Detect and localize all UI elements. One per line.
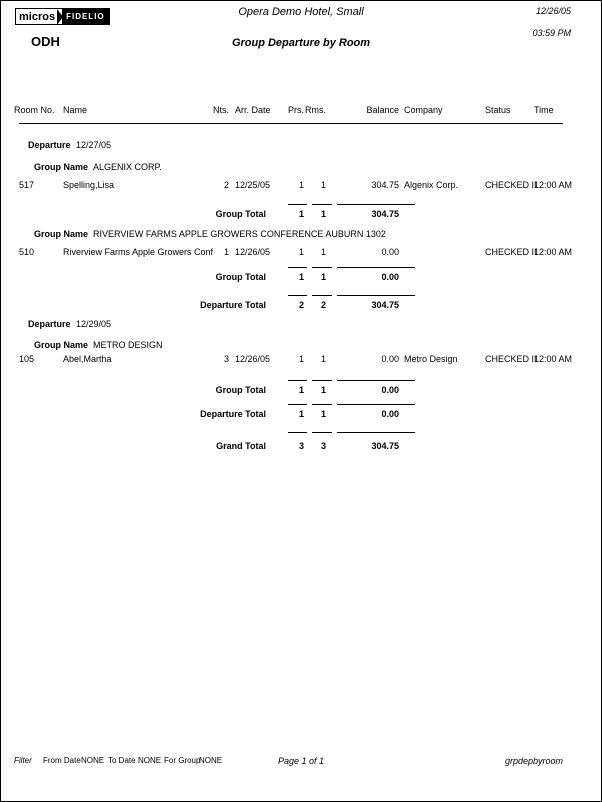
group-header xyxy=(1,340,601,352)
property-code: ODH xyxy=(31,34,60,49)
total-prs: 1 xyxy=(298,385,304,395)
col-prs: Prs. xyxy=(287,105,304,115)
total-prs: 2 xyxy=(298,300,304,310)
total-rule xyxy=(312,204,332,205)
for-group-value: NONE xyxy=(199,756,223,765)
cell-nts: 2 xyxy=(223,180,229,190)
filter-label: Filter xyxy=(14,756,32,765)
cell-room-no: 105 xyxy=(19,354,35,364)
cell-time: 12:00 AM xyxy=(534,180,573,190)
departure-label: Departure xyxy=(28,140,71,150)
cell-nts: 3 xyxy=(223,354,229,364)
total-balance: 304.75 xyxy=(371,209,399,219)
total-rms: 1 xyxy=(320,385,326,395)
header-divider xyxy=(19,123,563,124)
group-name-value: ALGENIX CORP. xyxy=(93,162,162,172)
cell-room-no: 517 xyxy=(19,180,35,190)
cell-status: CHECKED II xyxy=(485,354,537,364)
total-rule xyxy=(288,404,307,405)
cell-time: 12:00 AM xyxy=(534,247,573,257)
cell-company: Algenix Corp. xyxy=(404,180,459,190)
total-rms: 3 xyxy=(320,441,326,451)
to-date-value: NONE xyxy=(138,756,162,765)
total-rms: 1 xyxy=(320,209,326,219)
total-rule xyxy=(288,432,307,433)
cell-time: 12:00 AM xyxy=(534,354,573,364)
logo-fidelio-text: FIDELIO xyxy=(62,9,109,24)
cell-prs: 1 xyxy=(298,247,304,257)
group-name-label: Group Name xyxy=(34,340,89,350)
departure-total-label: Departure Total xyxy=(200,300,266,310)
total-rule xyxy=(312,267,332,268)
total-rule xyxy=(337,267,415,268)
cell-guest-name: Spelling,Lisa xyxy=(63,180,115,190)
total-prs: 1 xyxy=(298,409,304,419)
group-header xyxy=(1,162,601,174)
hotel-name: Opera Demo Hotel, Small xyxy=(238,6,364,18)
departure-total-label: Departure Total xyxy=(200,409,266,419)
cell-balance: 0.00 xyxy=(381,354,399,364)
total-rule xyxy=(337,380,415,381)
col-nts: Nts. xyxy=(212,105,229,115)
for-group-label: For Group xyxy=(164,756,201,765)
total-prs: 3 xyxy=(298,441,304,451)
total-balance: 304.75 xyxy=(371,300,399,310)
total-balance: 0.00 xyxy=(381,385,399,395)
table-row xyxy=(1,247,601,259)
group-name-label: Group Name xyxy=(34,229,89,239)
cell-balance: 304.75 xyxy=(371,180,399,190)
group-total-row xyxy=(1,385,601,397)
col-room-no: Room No. xyxy=(14,105,55,115)
group-total-row xyxy=(1,209,601,221)
total-rule xyxy=(288,380,307,381)
group-total-row xyxy=(1,272,601,284)
cell-room-no: 510 xyxy=(19,247,35,257)
from-date-label: From Date xyxy=(43,756,81,765)
departure-date: 12/27/05 xyxy=(76,140,112,150)
report-title: Group Departure by Room xyxy=(231,37,371,49)
cell-rms: 1 xyxy=(320,247,326,257)
cell-arr-date: 12/26/05 xyxy=(235,247,271,257)
grand-total-row xyxy=(1,441,601,453)
total-rule xyxy=(337,295,415,296)
col-arr-date: Arr. Date xyxy=(235,105,271,115)
from-date-value: NONE xyxy=(81,756,105,765)
total-rule xyxy=(312,432,332,433)
cell-status: CHECKED II xyxy=(485,180,537,190)
cell-status: CHECKED II xyxy=(485,247,537,257)
cell-balance: 0.00 xyxy=(381,247,399,257)
group-header xyxy=(1,229,601,241)
total-rule xyxy=(312,380,332,381)
page-indicator: Page 1 of 1 xyxy=(277,756,325,766)
group-total-label: Group Total xyxy=(215,209,266,219)
grand-total-label: Grand Total xyxy=(216,441,266,451)
col-status: Status xyxy=(485,105,511,115)
logo-micros-text: micros xyxy=(16,9,56,24)
total-rule xyxy=(337,204,415,205)
column-header-row xyxy=(1,105,601,117)
col-rms: Rms. xyxy=(305,105,326,115)
to-date-label: To Date xyxy=(108,756,136,765)
col-company: Company xyxy=(404,105,443,115)
cell-rms: 1 xyxy=(320,354,326,364)
col-time: Time xyxy=(534,105,554,115)
total-rule xyxy=(288,204,307,205)
group-name-value: METRO DESIGN xyxy=(93,340,163,350)
total-rule xyxy=(337,404,415,405)
group-name-label: Group Name xyxy=(34,162,89,172)
col-name: Name xyxy=(63,105,88,115)
table-row xyxy=(1,354,601,366)
departure-total-row xyxy=(1,409,601,421)
report-code: grpdepbyroom xyxy=(504,756,563,766)
cell-nts: 1 xyxy=(223,247,229,257)
departure-header xyxy=(1,319,601,331)
cell-guest-name: Abel,Martha xyxy=(63,354,112,364)
cell-prs: 1 xyxy=(298,354,304,364)
total-rms: 2 xyxy=(320,300,326,310)
report-time: 03:59 PM xyxy=(532,28,571,38)
cell-rms: 1 xyxy=(320,180,326,190)
group-total-label: Group Total xyxy=(215,385,266,395)
departure-header xyxy=(1,140,601,152)
cell-prs: 1 xyxy=(298,180,304,190)
total-rule xyxy=(312,404,332,405)
cell-arr-date: 12/26/05 xyxy=(235,354,271,364)
total-balance: 0.00 xyxy=(381,409,399,419)
cell-company: Metro Design xyxy=(404,354,458,364)
departure-date: 12/29/05 xyxy=(76,319,112,329)
col-balance: Balance xyxy=(366,105,399,115)
report-date: 12/26/05 xyxy=(535,6,571,16)
total-rule xyxy=(312,295,332,296)
total-balance: 0.00 xyxy=(381,272,399,282)
total-rule xyxy=(288,267,307,268)
departure-label: Departure xyxy=(28,319,71,329)
total-rule xyxy=(288,295,307,296)
table-row xyxy=(1,180,601,192)
total-prs: 1 xyxy=(298,209,304,219)
total-rms: 1 xyxy=(320,272,326,282)
total-balance: 304.75 xyxy=(371,441,399,451)
total-rule xyxy=(337,432,415,433)
total-prs: 1 xyxy=(298,272,304,282)
departure-total-row xyxy=(1,300,601,312)
cell-guest-name: Riverview Farms Apple Growers Conf xyxy=(63,247,214,257)
group-total-label: Group Total xyxy=(215,272,266,282)
cell-arr-date: 12/25/05 xyxy=(235,180,271,190)
group-name-value: RIVERVIEW FARMS APPLE GROWERS CONFERENCE AUBURN 1302 xyxy=(93,229,386,239)
total-rms: 1 xyxy=(320,409,326,419)
